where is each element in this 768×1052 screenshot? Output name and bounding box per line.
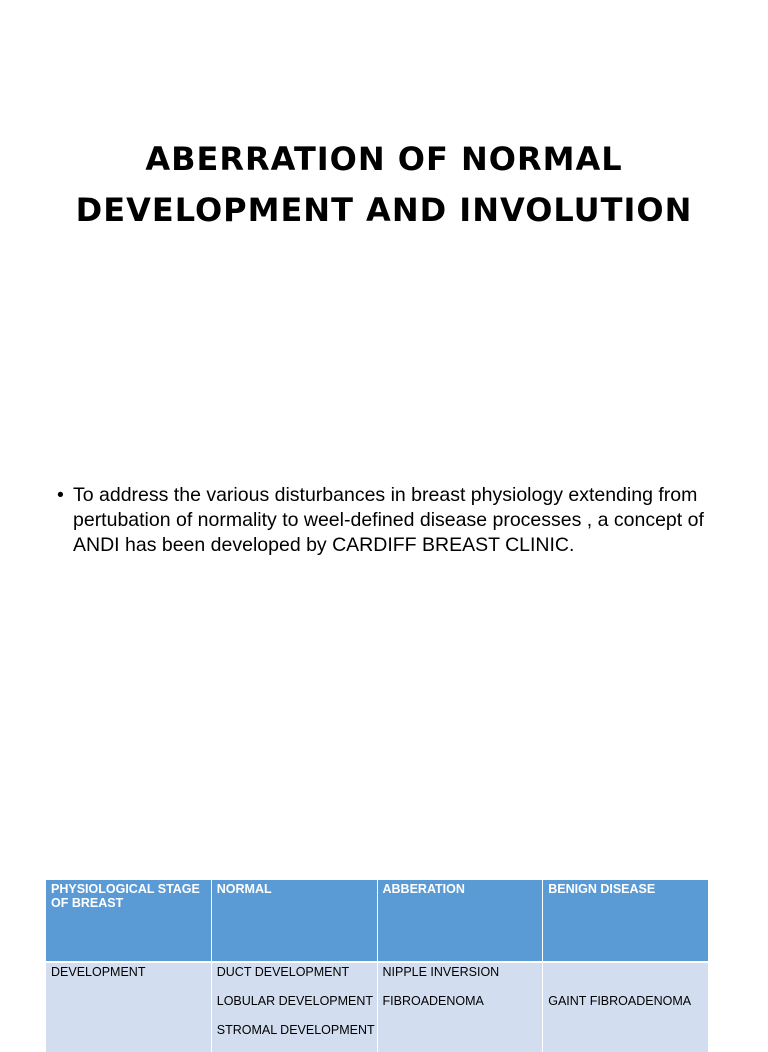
cell-text xyxy=(383,1023,538,1052)
cell-text xyxy=(51,994,206,1023)
slide-title xyxy=(0,134,768,236)
slide-title-line-2: DEVELOPMENT AND INVOLUTION xyxy=(75,191,693,229)
header-normal: NORMAL xyxy=(211,880,377,962)
cell-benign-disease xyxy=(543,962,709,1052)
cell-text: NIPPLE INVERSION xyxy=(382,965,500,979)
table-row xyxy=(46,962,709,1052)
bullet-icon: • xyxy=(57,484,64,506)
cell-text xyxy=(548,965,703,994)
cell-text xyxy=(548,1023,703,1052)
cell-text: DEVELOPMENT xyxy=(51,965,146,979)
cell-text: DUCT DEVELOPMENT xyxy=(216,965,350,979)
table-header-row xyxy=(46,880,709,962)
cell-text xyxy=(51,1023,206,1052)
andi-table xyxy=(45,880,709,1052)
cell-aberration xyxy=(377,962,543,1052)
slide-title-line-1: ABERRATION OF NORMAL xyxy=(145,140,623,178)
cell-text: GAINT FIBROADENOMA xyxy=(548,994,692,1008)
table-body xyxy=(46,962,709,1052)
bullet-point xyxy=(57,483,717,558)
cell-text: LOBULAR DEVELOPMENT xyxy=(216,994,374,1008)
cell-normal xyxy=(211,962,377,1052)
table-header xyxy=(46,880,709,962)
header-abberation: ABBERATION xyxy=(377,880,543,962)
cell-stage xyxy=(46,962,212,1052)
header-benign-disease: BENIGN DISEASE xyxy=(543,880,709,962)
cell-text: STROMAL DEVELOPMENT xyxy=(216,1023,375,1037)
header-physiological-stage: PHYSIOLOGICAL STAGE OF BREAST xyxy=(46,880,212,962)
cell-text: FIBROADENOMA xyxy=(382,994,484,1008)
bullet-text: To address the various disturbances in breast physiology extending from pertubation of normality to weel-defined disease processes , a concept of ANDI has been developed by CARDIFF BREAST CLINIC. xyxy=(73,484,704,556)
